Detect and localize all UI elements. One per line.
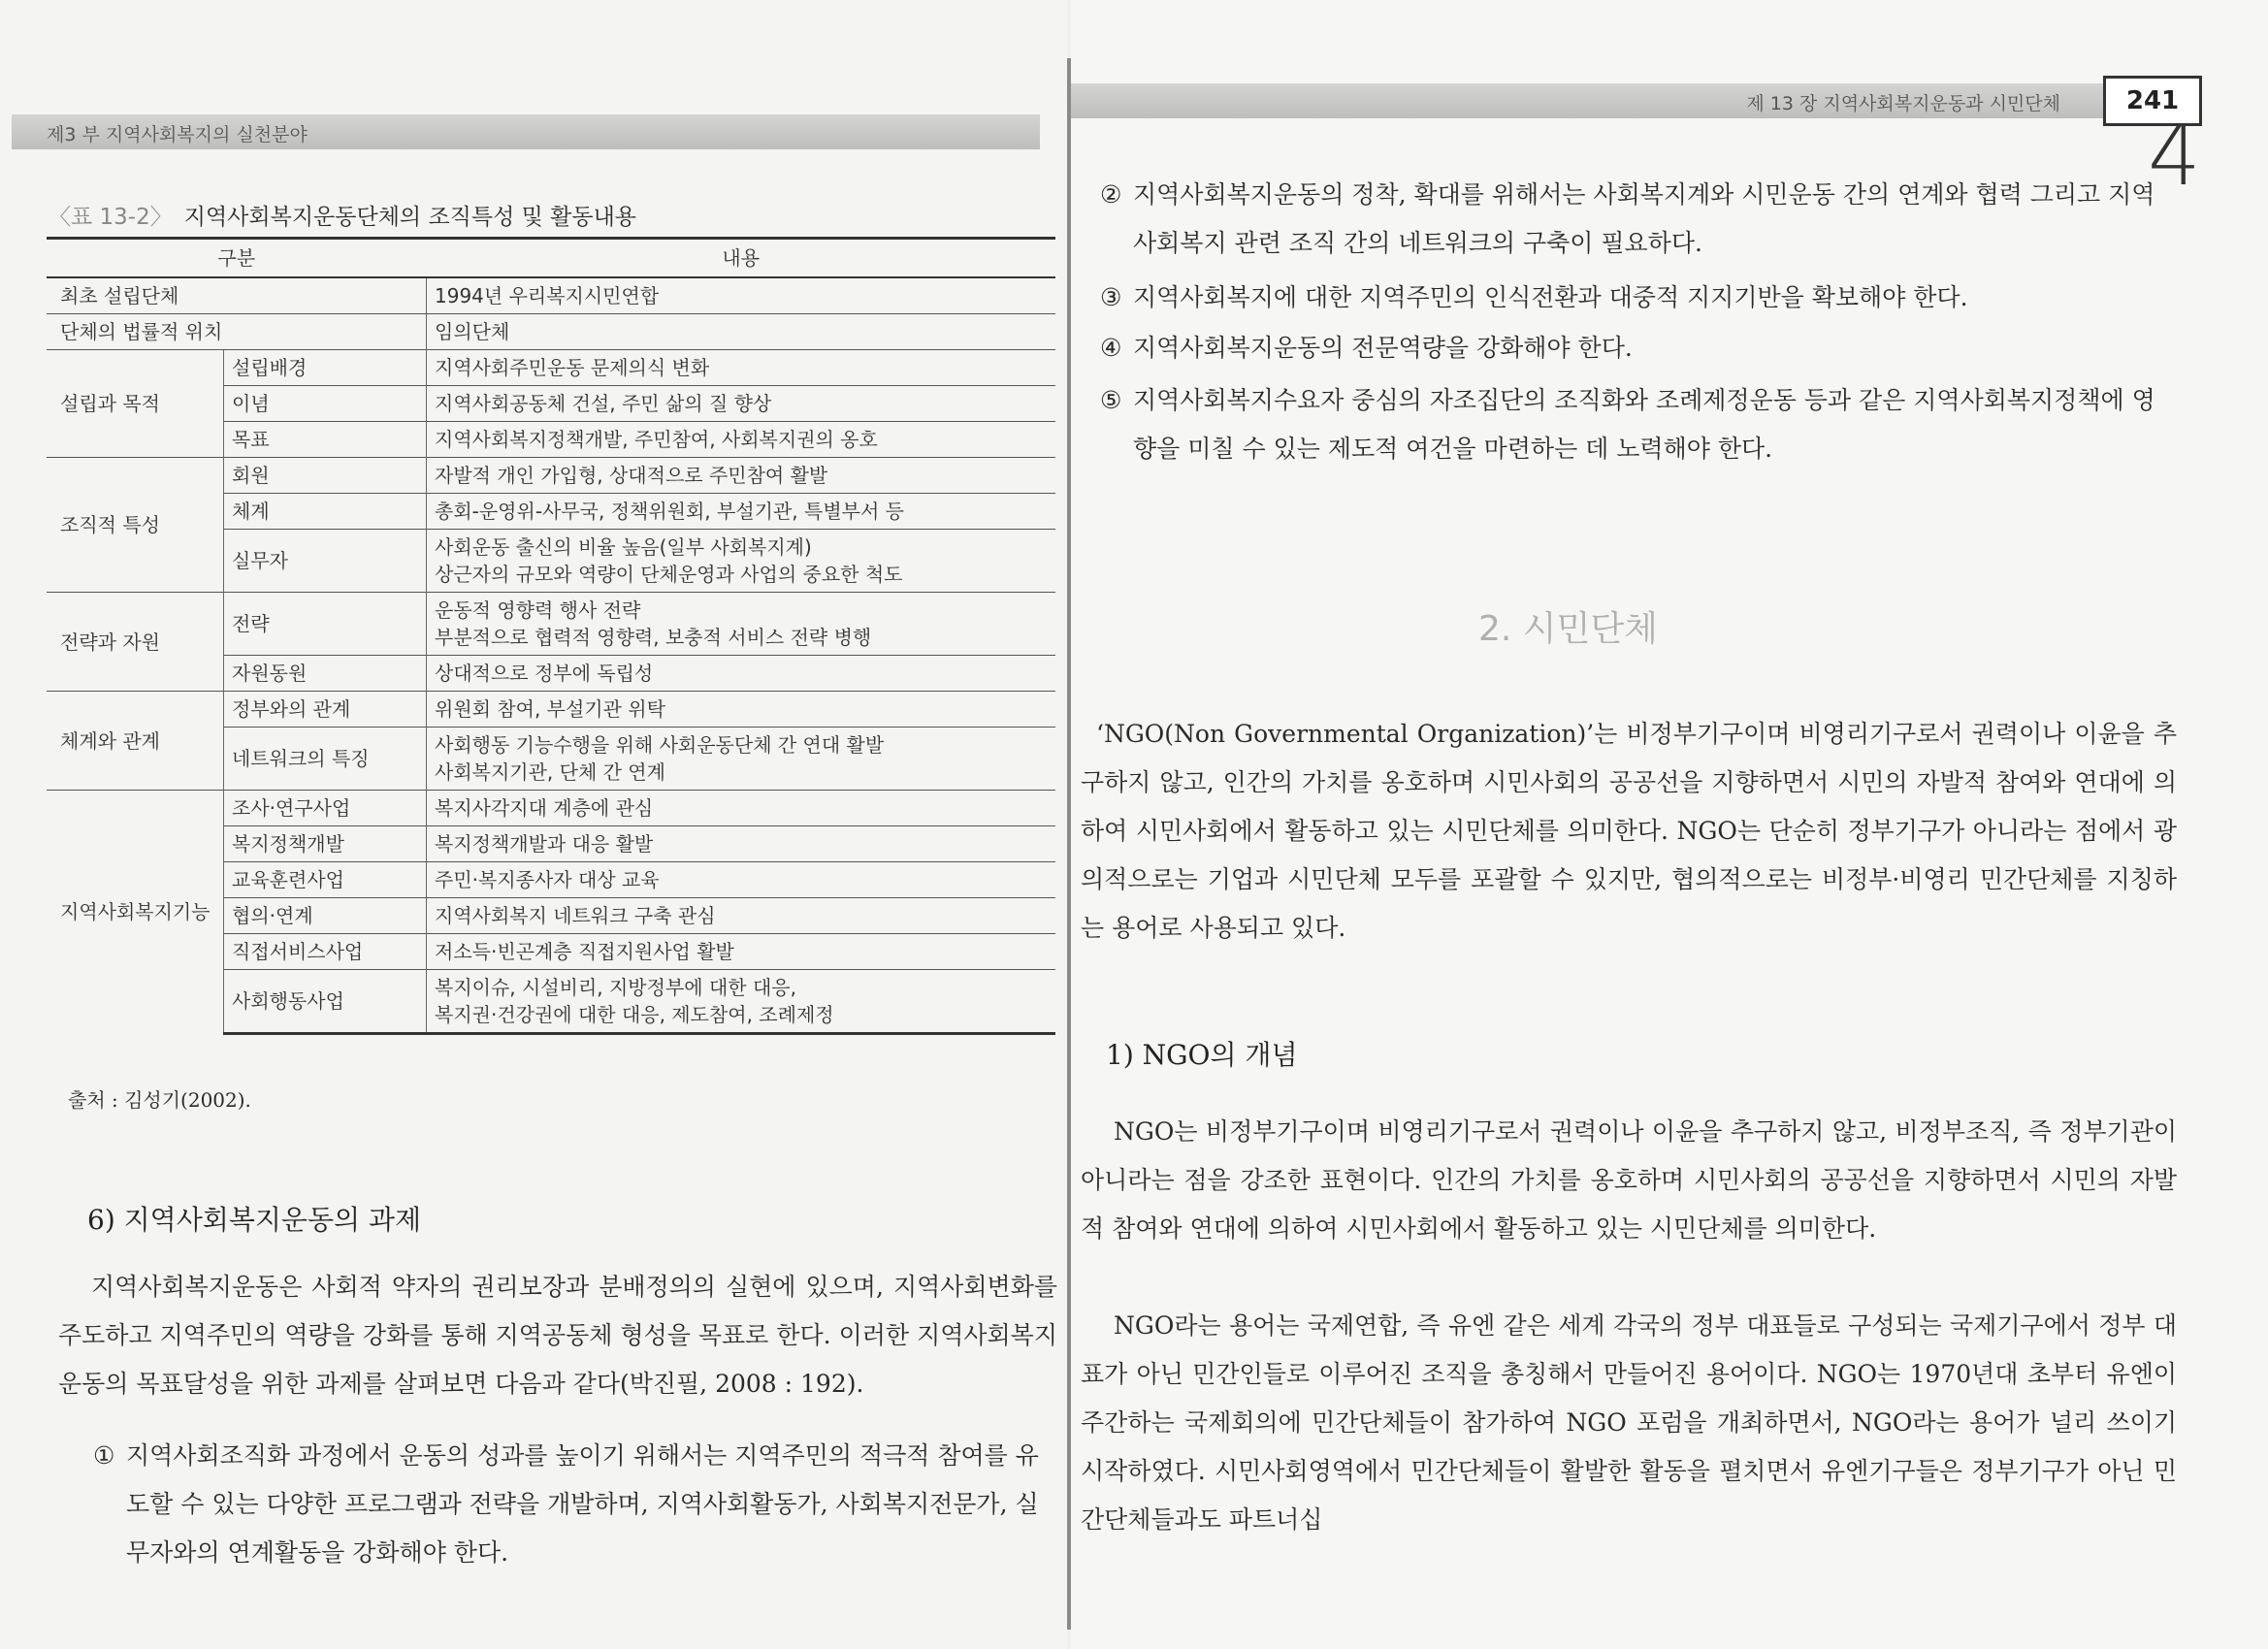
table-content-cell: 1994년 우리복지시민연합 — [427, 277, 1056, 314]
right-header-text: 제 13 장 지역사회복지운동과 시민단체 — [1746, 93, 2060, 114]
table-col-header-content: 내용 — [427, 239, 1056, 278]
table-content-cell: 지역사회공동체 건설, 주민 삶의 질 향상 — [427, 386, 1056, 422]
table-content-line: 사회행동 기능수행을 위해 사회운동단체 간 연대 활발 — [435, 733, 885, 757]
ngo-concept-heading: 1) NGO의 개념 — [1106, 1039, 1298, 1071]
table-content-cell: 지역사회복지 네트워크 구축 관심 — [427, 898, 1056, 934]
table-subcategory-cell: 전략 — [224, 593, 427, 656]
table-row — [47, 314, 1055, 350]
item-marker: ④ — [1100, 334, 1122, 362]
right-page — [1071, 0, 2268, 1649]
right-running-header — [1071, 83, 2119, 118]
table-row — [47, 593, 1055, 656]
item-text: 지역사회복지운동의 정착, 확대를 위해서는 사회복지계와 시민운동 간의 연계와 협력 그리고 지역사회복지 관련 조직 간의 네트워크의 구축이 필요하다. — [1133, 180, 2155, 257]
table-subcategory-cell: 직접서비스사업 — [224, 934, 427, 970]
section-6-heading: 6) 지역사회복지운동의 과제 — [87, 1204, 422, 1236]
ngo-concept-paragraph-1: NGO는 비정부기구이며 비영리기구로서 권력이나 이윤을 추구하지 않고, 비정부조직, 즉 정부기관이 아니라는 점을 강조한 표현이다. 인간의 가치를 옹호하며 시민사회의 공공선을 지향하면서 시민의 자발적 참여와 연대에 의하여 시민사회에서 활동하고 있는 시민단체를 의미한다. — [1081, 1117, 2177, 1243]
item-text: 지역사회조직화 과정에서 운동의 성과를 높이기 위해서는 지역주민의 적극적 참여를 유도할 수 있는 다양한 프로그램과 전략을 개발하며, 지역사회활동가, 사회복지전문가, 실무자와의 연계활동을 강화해야 한다. — [126, 1441, 1039, 1567]
table-col-header-category: 구분 — [47, 239, 427, 278]
table-content-cell — [427, 728, 1056, 791]
task-item-3 — [1100, 274, 2177, 322]
section-2-heading: 2. 시민단체 — [1478, 609, 1658, 649]
item-marker: ① — [93, 1441, 115, 1470]
task-item-1 — [93, 1432, 1057, 1577]
table-content-line: 운동적 영향력 행사 전략 — [435, 598, 641, 622]
table-subcategory-cell: 이념 — [224, 386, 427, 422]
table-content-line: 부분적으로 협력적 영향력, 보충적 서비스 전략 병행 — [435, 626, 872, 649]
item-text: 지역사회복지수요자 중심의 자조집단의 조직화와 조례제정운동 등과 같은 지역사회복지정책에 영향을 미칠 수 있는 제도적 여건을 마련하는 데 노력해야 한다. — [1133, 386, 2155, 463]
item-marker: ⑤ — [1100, 386, 1122, 414]
org-characteristics-table — [47, 237, 1055, 1035]
table-category-cell: 조직적 특성 — [47, 458, 224, 593]
table-content-cell: 상대적으로 정부에 독립성 — [427, 656, 1056, 692]
table-content-cell: 저소득·빈곤계층 직접지원사업 활발 — [427, 934, 1056, 970]
table-content-cell: 주민·복지종사자 대상 교육 — [427, 862, 1056, 898]
table-caption — [49, 199, 636, 231]
section-6-paragraph: 지역사회복지운동은 사회적 약자의 권리보장과 분배정의의 실현에 있으며, 지역사회변화를 주도하고 지역주민의 역량을 강화를 통해 지역공동체 형성을 목표로 한다. 이러한 지역사회복지운동의 목표달성을 위한 과제를 살펴보면 다음과 같다(박진필, 2008 : 192). — [58, 1273, 1057, 1398]
table-content-cell — [427, 970, 1056, 1034]
table-subcategory-cell: 사회행동사업 — [224, 970, 427, 1034]
table-content-line: 복지이슈, 시설비리, 지방정부에 대한 대응, — [435, 976, 796, 999]
table-source: 출처 : 김성기(2002). — [68, 1088, 251, 1112]
table-category-cell: 설립과 목적 — [47, 350, 224, 458]
table-content-cell: 총회-운영위-사무국, 정책위원회, 부설기관, 특별부서 등 — [427, 494, 1056, 530]
table-content-line: 사회운동 출신의 비율 높음(일부 사회복지계) — [435, 535, 812, 559]
table-row — [47, 791, 1055, 826]
table-content-line: 복지권·건강권에 대한 대응, 제도참여, 조례제정 — [435, 1003, 834, 1026]
table-content-cell: 지역사회주민운동 문제의식 변화 — [427, 350, 1056, 386]
table-content-cell: 위원회 참여, 부설기관 위탁 — [427, 692, 1056, 728]
table-subcategory-cell: 정부와의 관계 — [224, 692, 427, 728]
table-subcategory-cell: 자원동원 — [224, 656, 427, 692]
task-item-2 — [1100, 171, 2177, 268]
ngo-concept-paragraph-2: NGO라는 용어는 국제연합, 즉 유엔 같은 세계 각국의 정부 대표들로 구성되는 국제기구에서 정부 대표가 아닌 민간인들로 이루어진 조직을 총칭해서 만들어진 용어이다. NGO는 1970년대 초부터 유엔이 주간하는 국제회의에 민간단체들이 참가하여 NGO 포럼을 개최하면서, NGO라는 용어가 널리 쓰이기 시작하였다. 시민사회영역에서 민간단체들이 활발한 활동을 펼치면서 유엔기구들은 정부기구가 아닌 민간단체들과도 파트너십 — [1081, 1311, 2177, 1534]
table-content-cell: 복지정책개발과 대응 활발 — [427, 826, 1056, 862]
table-content-line: 상근자의 규모와 역량이 단체운영과 사업의 중요한 척도 — [435, 563, 903, 586]
left-running-header — [12, 114, 1040, 149]
table-title: 지역사회복지운동단체의 조직특성 및 활동내용 — [183, 205, 637, 230]
left-page — [0, 0, 1067, 1649]
table-header-row — [47, 239, 1055, 278]
table-category-cell: 지역사회복지기능 — [47, 791, 224, 1034]
table-content-cell: 복지사각지대 계층에 관심 — [427, 791, 1056, 826]
table-row — [47, 458, 1055, 494]
table-row — [47, 350, 1055, 386]
table-subcategory-cell: 협의·연계 — [224, 898, 427, 934]
task-item-5 — [1100, 376, 2177, 473]
item-marker: ③ — [1100, 283, 1122, 311]
table-subcategory-cell: 조사·연구사업 — [224, 791, 427, 826]
item-marker: ② — [1100, 180, 1122, 209]
table-content-line: 사회복지기관, 단체 간 연계 — [435, 760, 665, 784]
table-subcategory-cell: 복지정책개발 — [224, 826, 427, 862]
table-subcategory-cell: 네트워크의 특징 — [224, 728, 427, 791]
table-subcategory-cell: 체계 — [224, 494, 427, 530]
table-category-cell: 체계와 관계 — [47, 692, 224, 791]
table-content-cell — [427, 593, 1056, 656]
table-content-cell — [427, 530, 1056, 593]
table-content-cell: 임의단체 — [427, 314, 1056, 350]
table-content-cell: 지역사회복지정책개발, 주민참여, 사회복지권의 옹호 — [427, 422, 1056, 458]
task-item-4 — [1100, 324, 2177, 372]
table-category-cell: 단체의 법률적 위치 — [47, 314, 427, 350]
table-subcategory-cell: 목표 — [224, 422, 427, 458]
left-header-text: 제3 부 지역사회복지의 실천분야 — [47, 124, 308, 146]
table-row — [47, 692, 1055, 728]
table-subcategory-cell: 실무자 — [224, 530, 427, 593]
ngo-intro-paragraph: ‘NGO(Non Governmental Organization)’는 비정부기구이며 비영리기구로서 권력이나 이윤을 추구하지 않고, 인간의 가치를 옹호하며 시민사회의 공공선을 지향하면서 시민의 자발적 참여와 연대에 의하여 시민사회에서 활동하고 있는 시민단체를 의미한다. NGO는 단순히 정부기구가 아니라는 점에서 광의적으로는 기업과 시민단체 모두를 포괄할 수 있지만, 협의적으로는 비정부·비영리 민간단체를 지칭하는 용어로 사용되고 있다. — [1081, 720, 2177, 942]
table-number: 〈표 13-2〉 — [49, 205, 173, 230]
table-category-cell: 전략과 자원 — [47, 593, 224, 692]
table-row — [47, 277, 1055, 314]
table-subcategory-cell: 교육훈련사업 — [224, 862, 427, 898]
table-subcategory-cell: 설립배경 — [224, 350, 427, 386]
item-text: 지역사회복지운동의 전문역량을 강화해야 한다. — [1133, 334, 1633, 362]
table-category-cell: 최초 설립단체 — [47, 277, 427, 314]
table-content-cell: 자발적 개인 가입형, 상대적으로 주민참여 활발 — [427, 458, 1056, 494]
table-subcategory-cell: 회원 — [224, 458, 427, 494]
handwritten-mark: 4 — [2148, 108, 2201, 205]
item-text: 지역사회복지에 대한 지역주민의 인식전환과 대중적 지지기반을 확보해야 한다. — [1133, 283, 1968, 311]
page-number: 241 — [2103, 76, 2202, 126]
